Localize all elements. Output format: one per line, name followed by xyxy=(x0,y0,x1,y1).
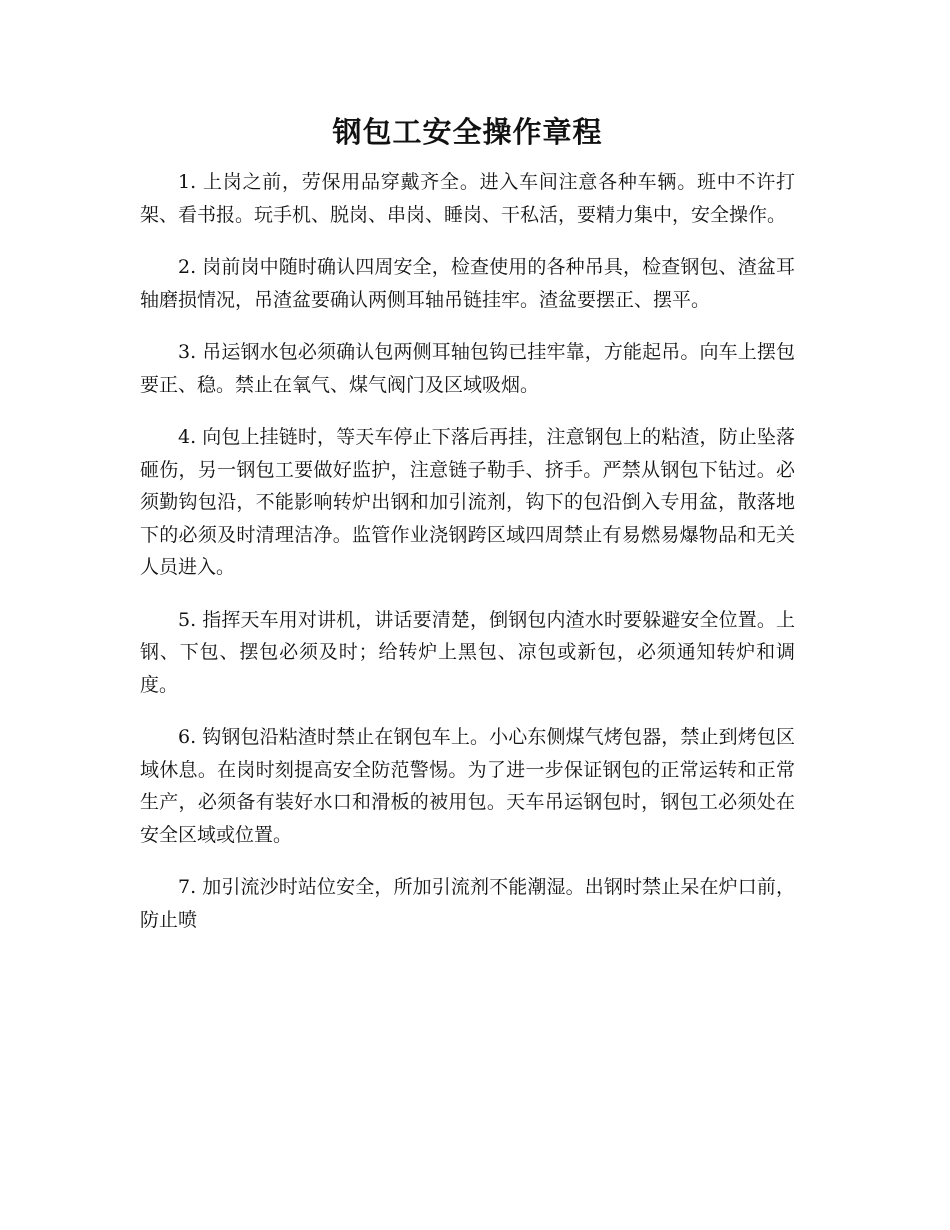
document-title: 钢包工安全操作章程 xyxy=(332,115,603,149)
paragraph-3: 3. 吊运钢水包必须确认包两侧耳轴包钩已挂牢靠，方能起吊。向车上摆包要正、稳。禁止在氧气、煤气阀门及区域吸烟。 xyxy=(140,341,795,396)
document-page xyxy=(140,110,795,956)
paragraph-7: 7. 加引流沙时站位安全，所加引流剂不能潮湿。出钢时禁止呆在炉口前，防止喷 xyxy=(140,876,795,931)
paragraph-2: 2. 岗前岗中随时确认四周安全，检查使用的各种吊具，检查钢包、渣盆耳轴磨损情况，吊渣盆要确认两侧耳轴吊链挂牢。渣盆要摆正、摆平。 xyxy=(140,256,795,311)
paragraph-1: 1. 上岗之前，劳保用品穿戴齐全。进入车间注意各种车辆。班中不许打架、看书报。玩手机、脱岗、串岗、睡岗、干私活，要精力集中，安全操作。 xyxy=(140,171,795,226)
paragraph-5: 5. 指挥天车用对讲机，讲话要清楚，倒钢包内渣水时要躲避安全位置。上钢、下包、摆包必须及时；给转炉上黑包、凉包或新包，必须通知转炉和调度。 xyxy=(140,608,795,696)
paragraph-6: 6. 钩钢包沿粘渣时禁止在钢包车上。小心东侧煤气烤包器，禁止到烤包区域休息。在岗时刻提高安全防范警惕。为了进一步保证钢包的正常运转和正常生产，必须备有装好水口和滑板的被用包。天车吊运钢包时，钢包工必须处在安全区域或位置。 xyxy=(140,726,795,846)
paragraph-4: 4. 向包上挂链时，等天车停止下落后再挂，注意钢包上的粘渣，防止坠落砸伤，另一钢包工要做好监护，注意链子勒手、挤手。严禁从钢包下钻过。必须勤钩包沿，不能影响转炉出钢和加引流剂，钩下的包沿倒入专用盆，散落地下的必须及时清理洁净。监管作业浇钢跨区域四周禁止有易燃易爆物品和无关人员进入。 xyxy=(140,426,795,578)
